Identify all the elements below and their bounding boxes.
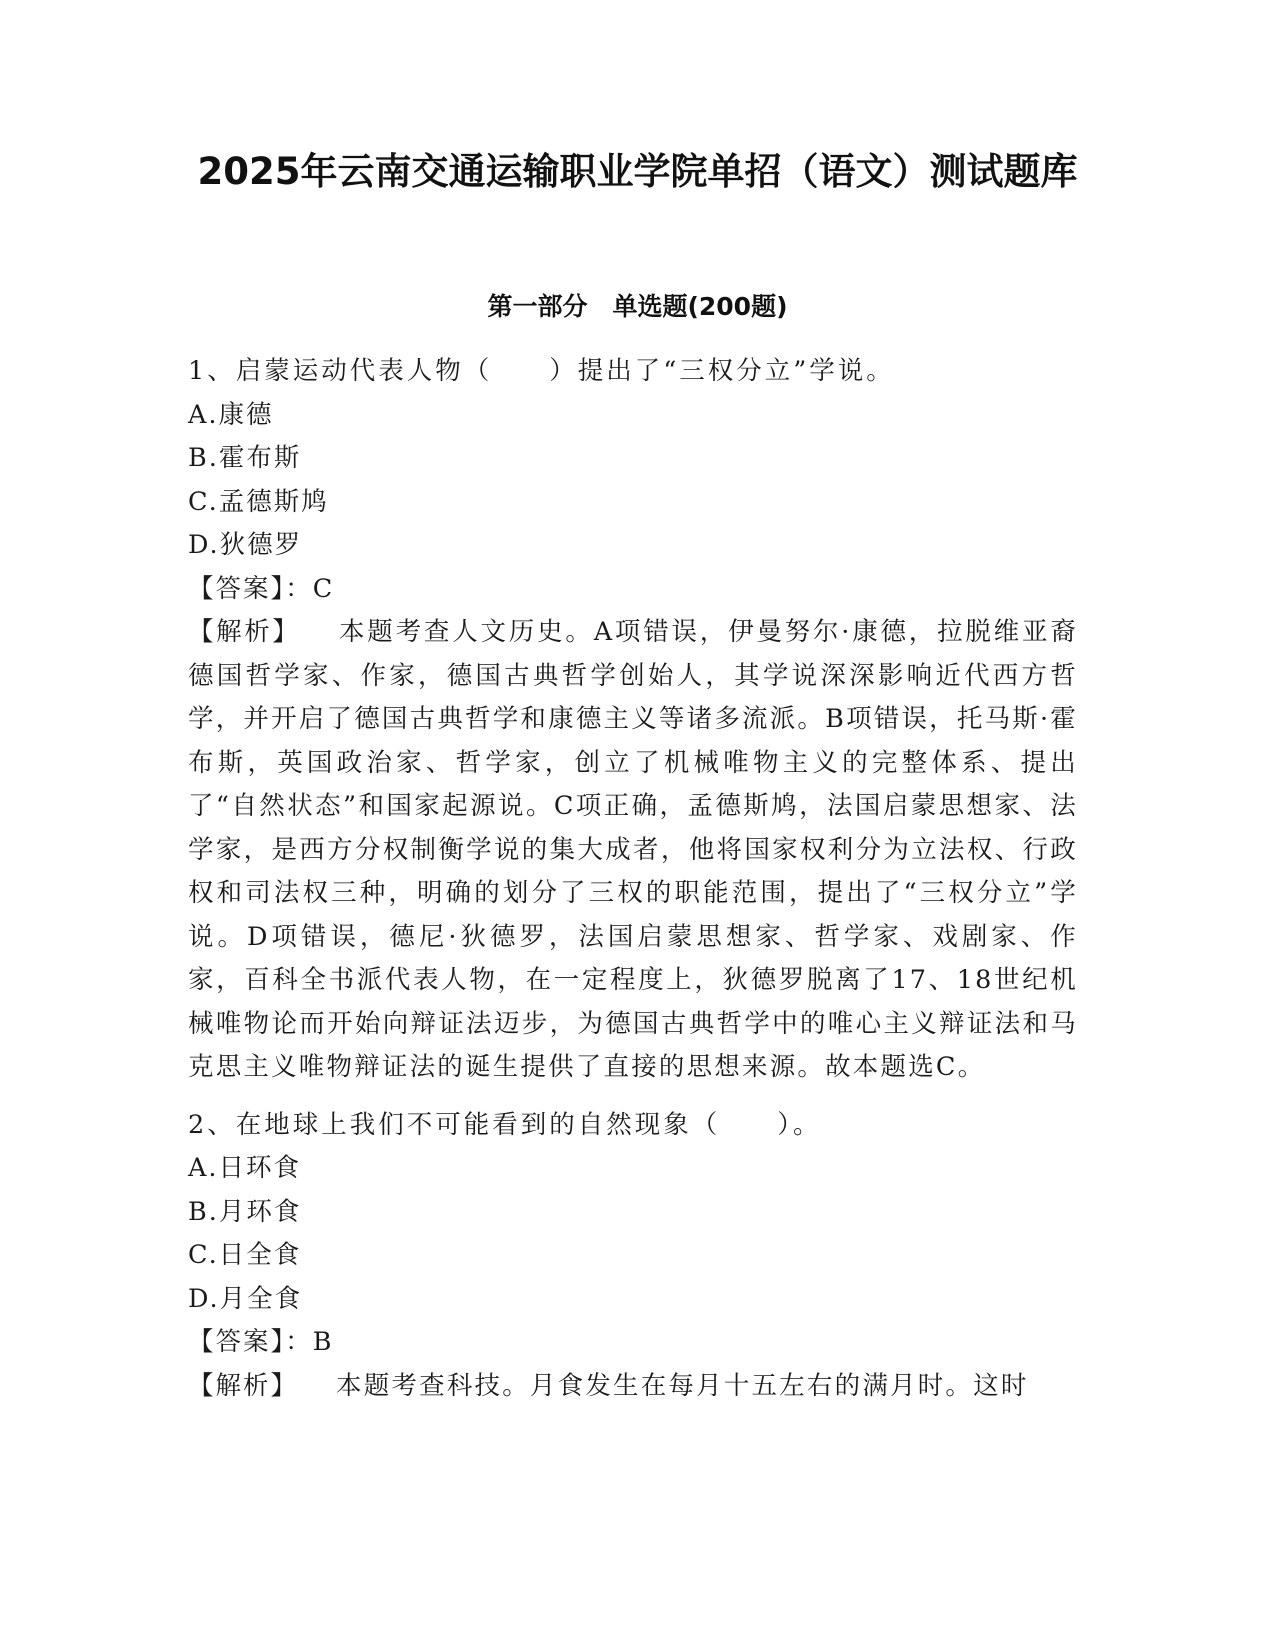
answer-label: 【答案】： [188, 573, 313, 604]
analysis-label: 【解析】 [188, 617, 301, 647]
option-a: A.日环食 [188, 1153, 302, 1183]
answer-line [188, 568, 1078, 612]
question-stem: 1、启蒙运动代表人物（ ）提出了“三权分立”学说。 [188, 356, 895, 386]
question-item [188, 1104, 1078, 1409]
section-heading: 第一部分 单选题(200题) [487, 292, 788, 321]
document-title: 2025年云南交通运输职业学院单招（语文）测试题库 [197, 150, 1078, 193]
question-stem: 2、在地球上我们不可能看到的自然现象（ ）。 [188, 1109, 822, 1140]
option-a: A.康德 [188, 399, 274, 430]
analysis-paragraph [188, 611, 1078, 1090]
answer-line [188, 1321, 1078, 1365]
answer-value: B [312, 1327, 334, 1357]
answer-label: 【答案】： [188, 1327, 313, 1357]
analysis-paragraph [188, 1365, 1078, 1409]
option-c: C.日全食 [188, 1240, 302, 1270]
analysis-label: 【解析】 [188, 1370, 299, 1401]
analysis-text: 本题考查科技。月食发生在每月十五左右的满月时。这时 [336, 1370, 1029, 1401]
question-item [188, 350, 1078, 1090]
option-d: D.狄德罗 [188, 530, 303, 560]
analysis-text: 本题考查人文历史。A项错误，伊曼努尔·康德，拉脱维亚裔德国哲学家、作家，德国古典哲学创始人，其学说深深影响近代西方哲学，并开启了德国古典哲学和康德主义等诸多流派。B项错误，托马斯·霍布斯，英国政治家、哲学家，创立了机械唯物主义的完整体系、提出了“自然状态”和国家起源说。C项正确，孟德斯鸠，法国启蒙思想家、法学家，是西方分权制衡学说的集大成者，他将国家权利分为立法权、行政权和司法权三种，明确的划分了三权的职能范围，提出了“三权分立”学说。D项错误，德尼·狄德罗，法国启蒙思想家、哲学家、戏剧家、作家，百科全书派代表人物，在一定程度上，狄德罗脱离了17、18世纪机械唯物论而开始向辩证法迈步，为德国古典哲学中的唯心主义辩证法和马克思主义唯物辩证法的诞生提供了直接的思想来源。故本题选C。 [188, 617, 1078, 1082]
option-d: D.月全食 [188, 1283, 303, 1314]
option-c: C.孟德斯鸠 [188, 486, 329, 517]
answer-value: C [312, 573, 335, 604]
option-b: B.月环食 [188, 1196, 302, 1227]
question-list [188, 350, 1078, 1408]
option-b: B.霍布斯 [188, 443, 302, 473]
